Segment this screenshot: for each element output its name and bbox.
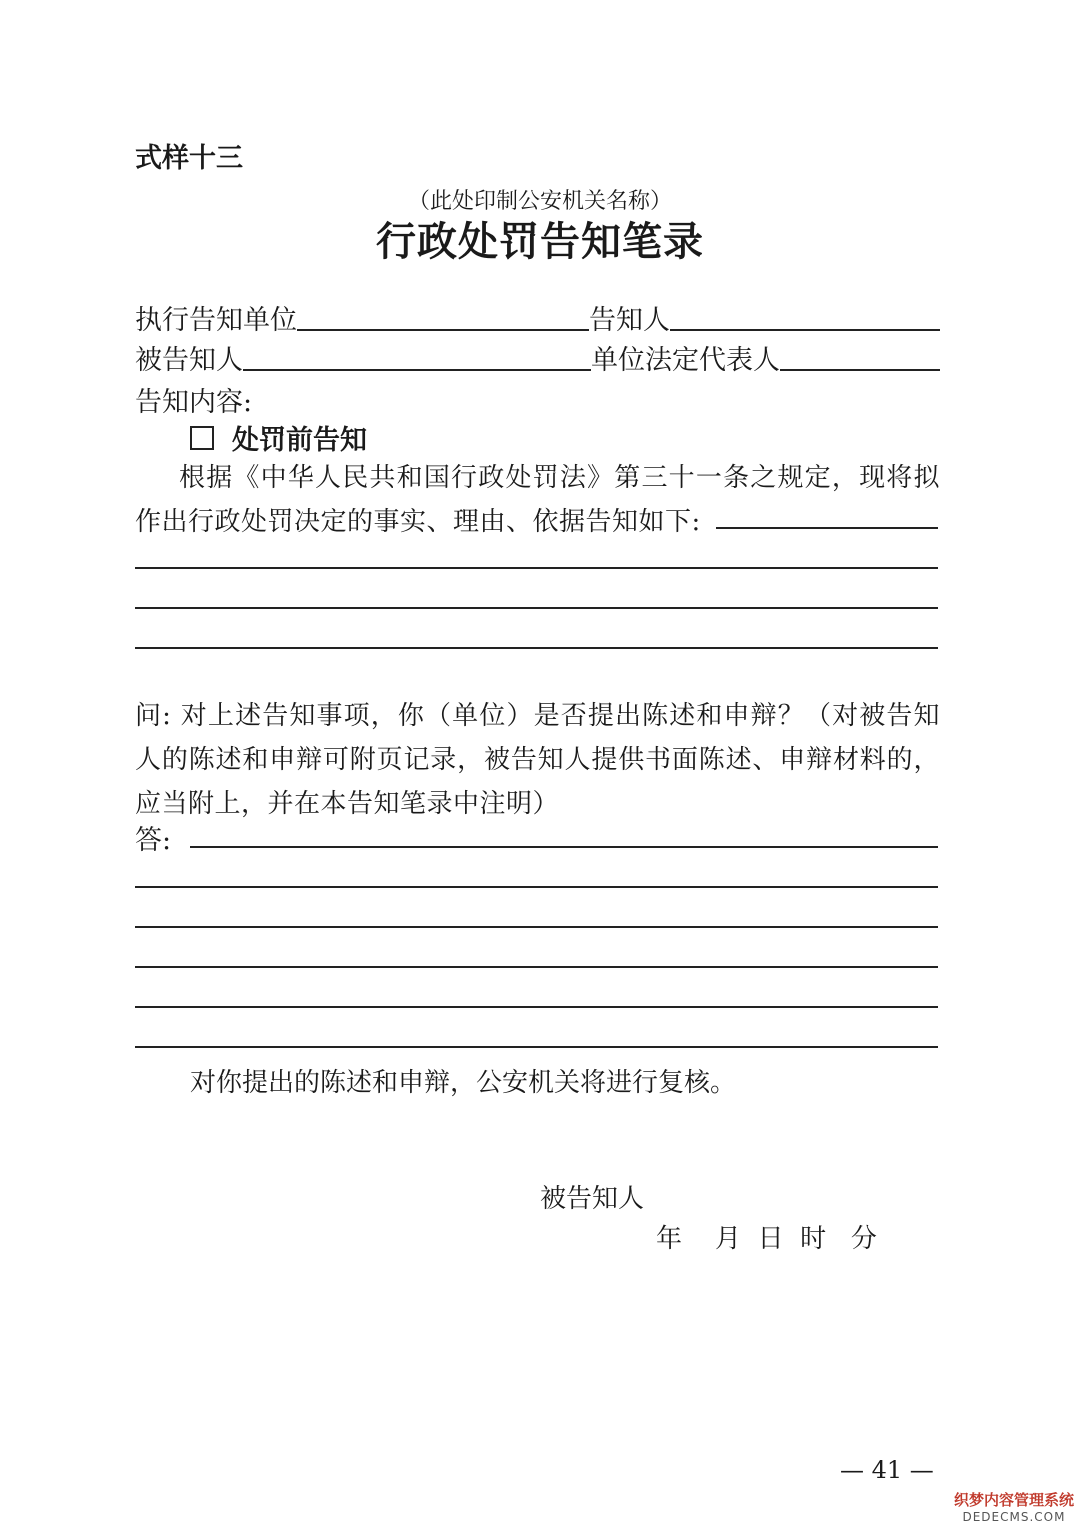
unit-label: 执行告知单位 — [135, 305, 297, 336]
notifier-label: 告知人 — [589, 305, 670, 336]
notice-inline-blank[interactable] — [716, 527, 938, 529]
legal-rep-label: 单位法定代表人 — [591, 345, 780, 376]
watermark-cn: 织梦内容管理系统 — [953, 1491, 1074, 1509]
watermark — [954, 1489, 1074, 1524]
pre-penalty-checkbox[interactable] — [190, 426, 214, 450]
watermark-en: DEDECMS.COM — [962, 1510, 1066, 1524]
legal-rep-blank[interactable] — [780, 369, 940, 371]
field-row-recipient — [135, 338, 940, 377]
notice-blank-line[interactable] — [135, 647, 938, 649]
org-name-placeholder: （此处印制公安机关名称） — [407, 189, 672, 214]
answer-blank-line[interactable] — [135, 1046, 938, 1048]
checkbox-row — [190, 418, 367, 457]
recipient-label: 被告知人 — [135, 345, 243, 376]
notice-blank-line[interactable] — [135, 607, 938, 609]
answer-blank-line[interactable] — [135, 886, 938, 888]
document-title: 行政处罚告知笔录 — [376, 218, 704, 265]
notice-blank-line[interactable] — [135, 567, 938, 569]
content-label: 告知内容: — [135, 387, 253, 418]
review-note: 对你提出的陈述和申辩，公安机关将进行复核。 — [190, 1068, 737, 1098]
field-row-unit — [135, 298, 940, 337]
answer-blank-line[interactable] — [135, 1006, 938, 1008]
answer-blank-line[interactable] — [135, 966, 938, 968]
unit-blank[interactable] — [297, 329, 589, 331]
form-code: 式样十三 — [135, 143, 243, 174]
recipient-blank[interactable] — [243, 369, 591, 371]
checkbox-label: 处罚前告知 — [232, 425, 367, 456]
answer-label: 答: — [135, 825, 172, 856]
notifier-blank[interactable] — [670, 329, 940, 331]
notice-paragraph: 根据《中华人民共和国行政处罚法》第三十一条之规定，现将拟作出行政处罚决定的事实、理由、依据告知如下: — [135, 463, 940, 537]
signature-label: 被告知人 — [540, 1184, 645, 1214]
answer-blank-line[interactable] — [135, 926, 938, 928]
question-paragraph: 问: 对上述告知事项，你（单位）是否提出陈述和申辩？（对被告知人的陈述和申辩可附页记录，被告知人提供书面陈述、申辩材料的，应当附上，并在本告知笔录中注明） — [135, 701, 940, 819]
answer-blank-line[interactable] — [190, 846, 938, 848]
signature-date-line: 年 月 日 时 分 — [656, 1224, 877, 1254]
page-number: — 41 — — [840, 1456, 934, 1484]
